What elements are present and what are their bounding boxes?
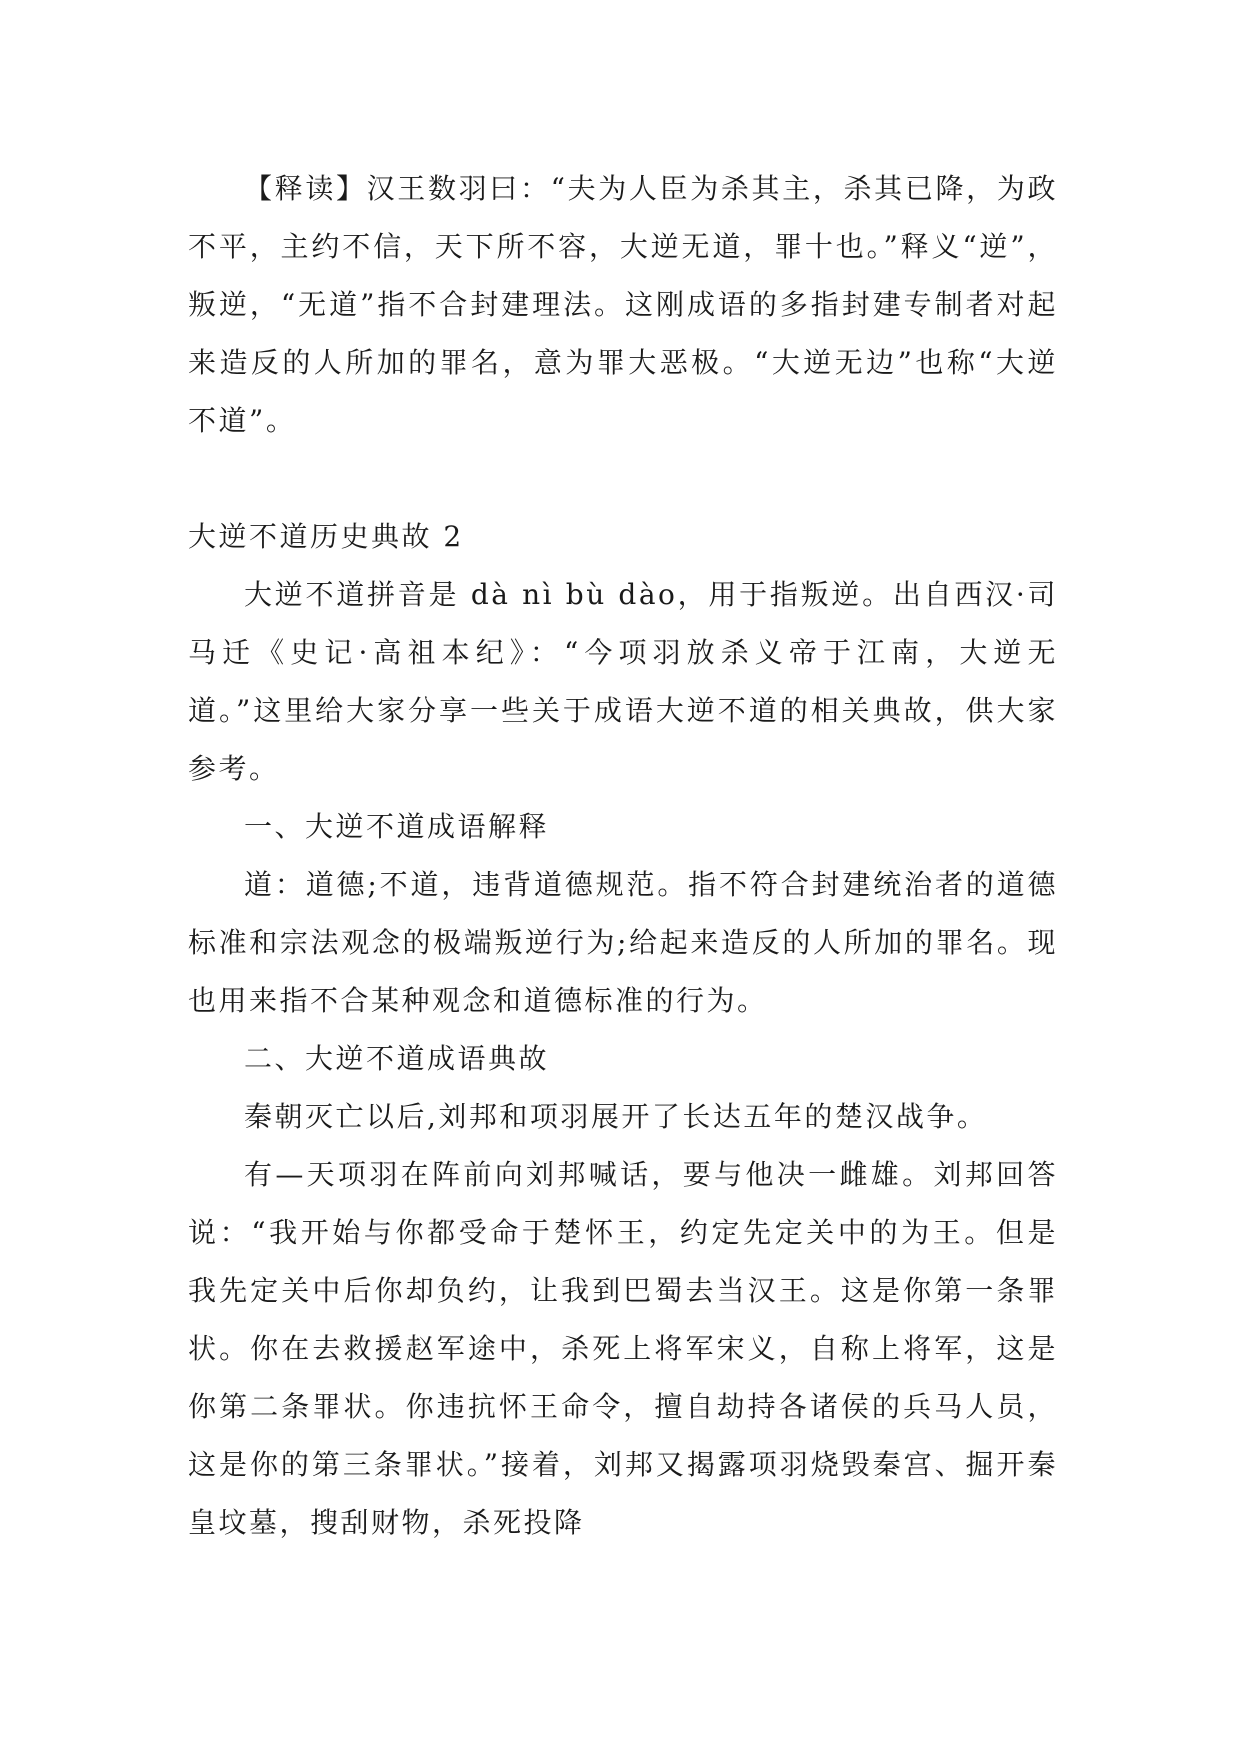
document-page [188, 160, 1058, 1552]
explanation-paragraph: 道：道德;不道，违背道德规范。指不符合封建统治者的道德标准和宗法观念的极端叛逆行为;给起来造反的人所加的罪名。现也用来指不合某种观念和道德标准的行为。 [188, 868, 1058, 1017]
subheading-story: 二、大逆不道成语典故 [244, 1042, 550, 1075]
interpretation-paragraph: 【释读】汉王数羽曰：“夫为人臣为杀其主，杀其已降，为政不平，主约不信，天下所不容，大逆无道，罪十也。”释义“逆”，叛逆，“无道”指不合封建理法。这刚成语的多指封建专制者对起来造反的人所加的罪名，意为罪大恶极。“大逆无边”也称“大逆不道”。 [188, 172, 1058, 437]
subheading-explanation: 一、大逆不道成语解释 [244, 810, 550, 843]
section-spacer [188, 450, 1058, 508]
story-paragraph-2: 有—天项羽在阵前向刘邦喊话，要与他决一雌雄。刘邦回答说：“我开始与你都受命于楚怀王，约定先定关中的为王。但是我先定关中后你却负约，让我到巴蜀去当汉王。这是你第一条罪状。你在去救援赵军途中，杀死上将军宋义，自称上将军，这是你第二条罪状。你违抗怀王命令，擅自劫持各诸侯的兵马人员，这是你的第三条罪状。”接着，刘邦又揭露项羽烧毁秦宫、掘开秦皇坟墓，搜刮财物，杀死投降 [188, 1158, 1058, 1539]
story-paragraph-1: 秦朝灭亡以后,刘邦和项羽展开了长达五年的楚汉战争。 [244, 1100, 988, 1133]
section-heading: 大逆不道历史典故 2 [188, 520, 464, 553]
intro-paragraph: 大逆不道拼音是 dà nì bù dào，用于指叛逆。出自西汉·司马迁《史记·高祖本纪》：“今项羽放杀义帝于江南，大逆无道。”这里给大家分享一些关于成语大逆不道的相关典故，供大家参考。 [188, 578, 1058, 785]
